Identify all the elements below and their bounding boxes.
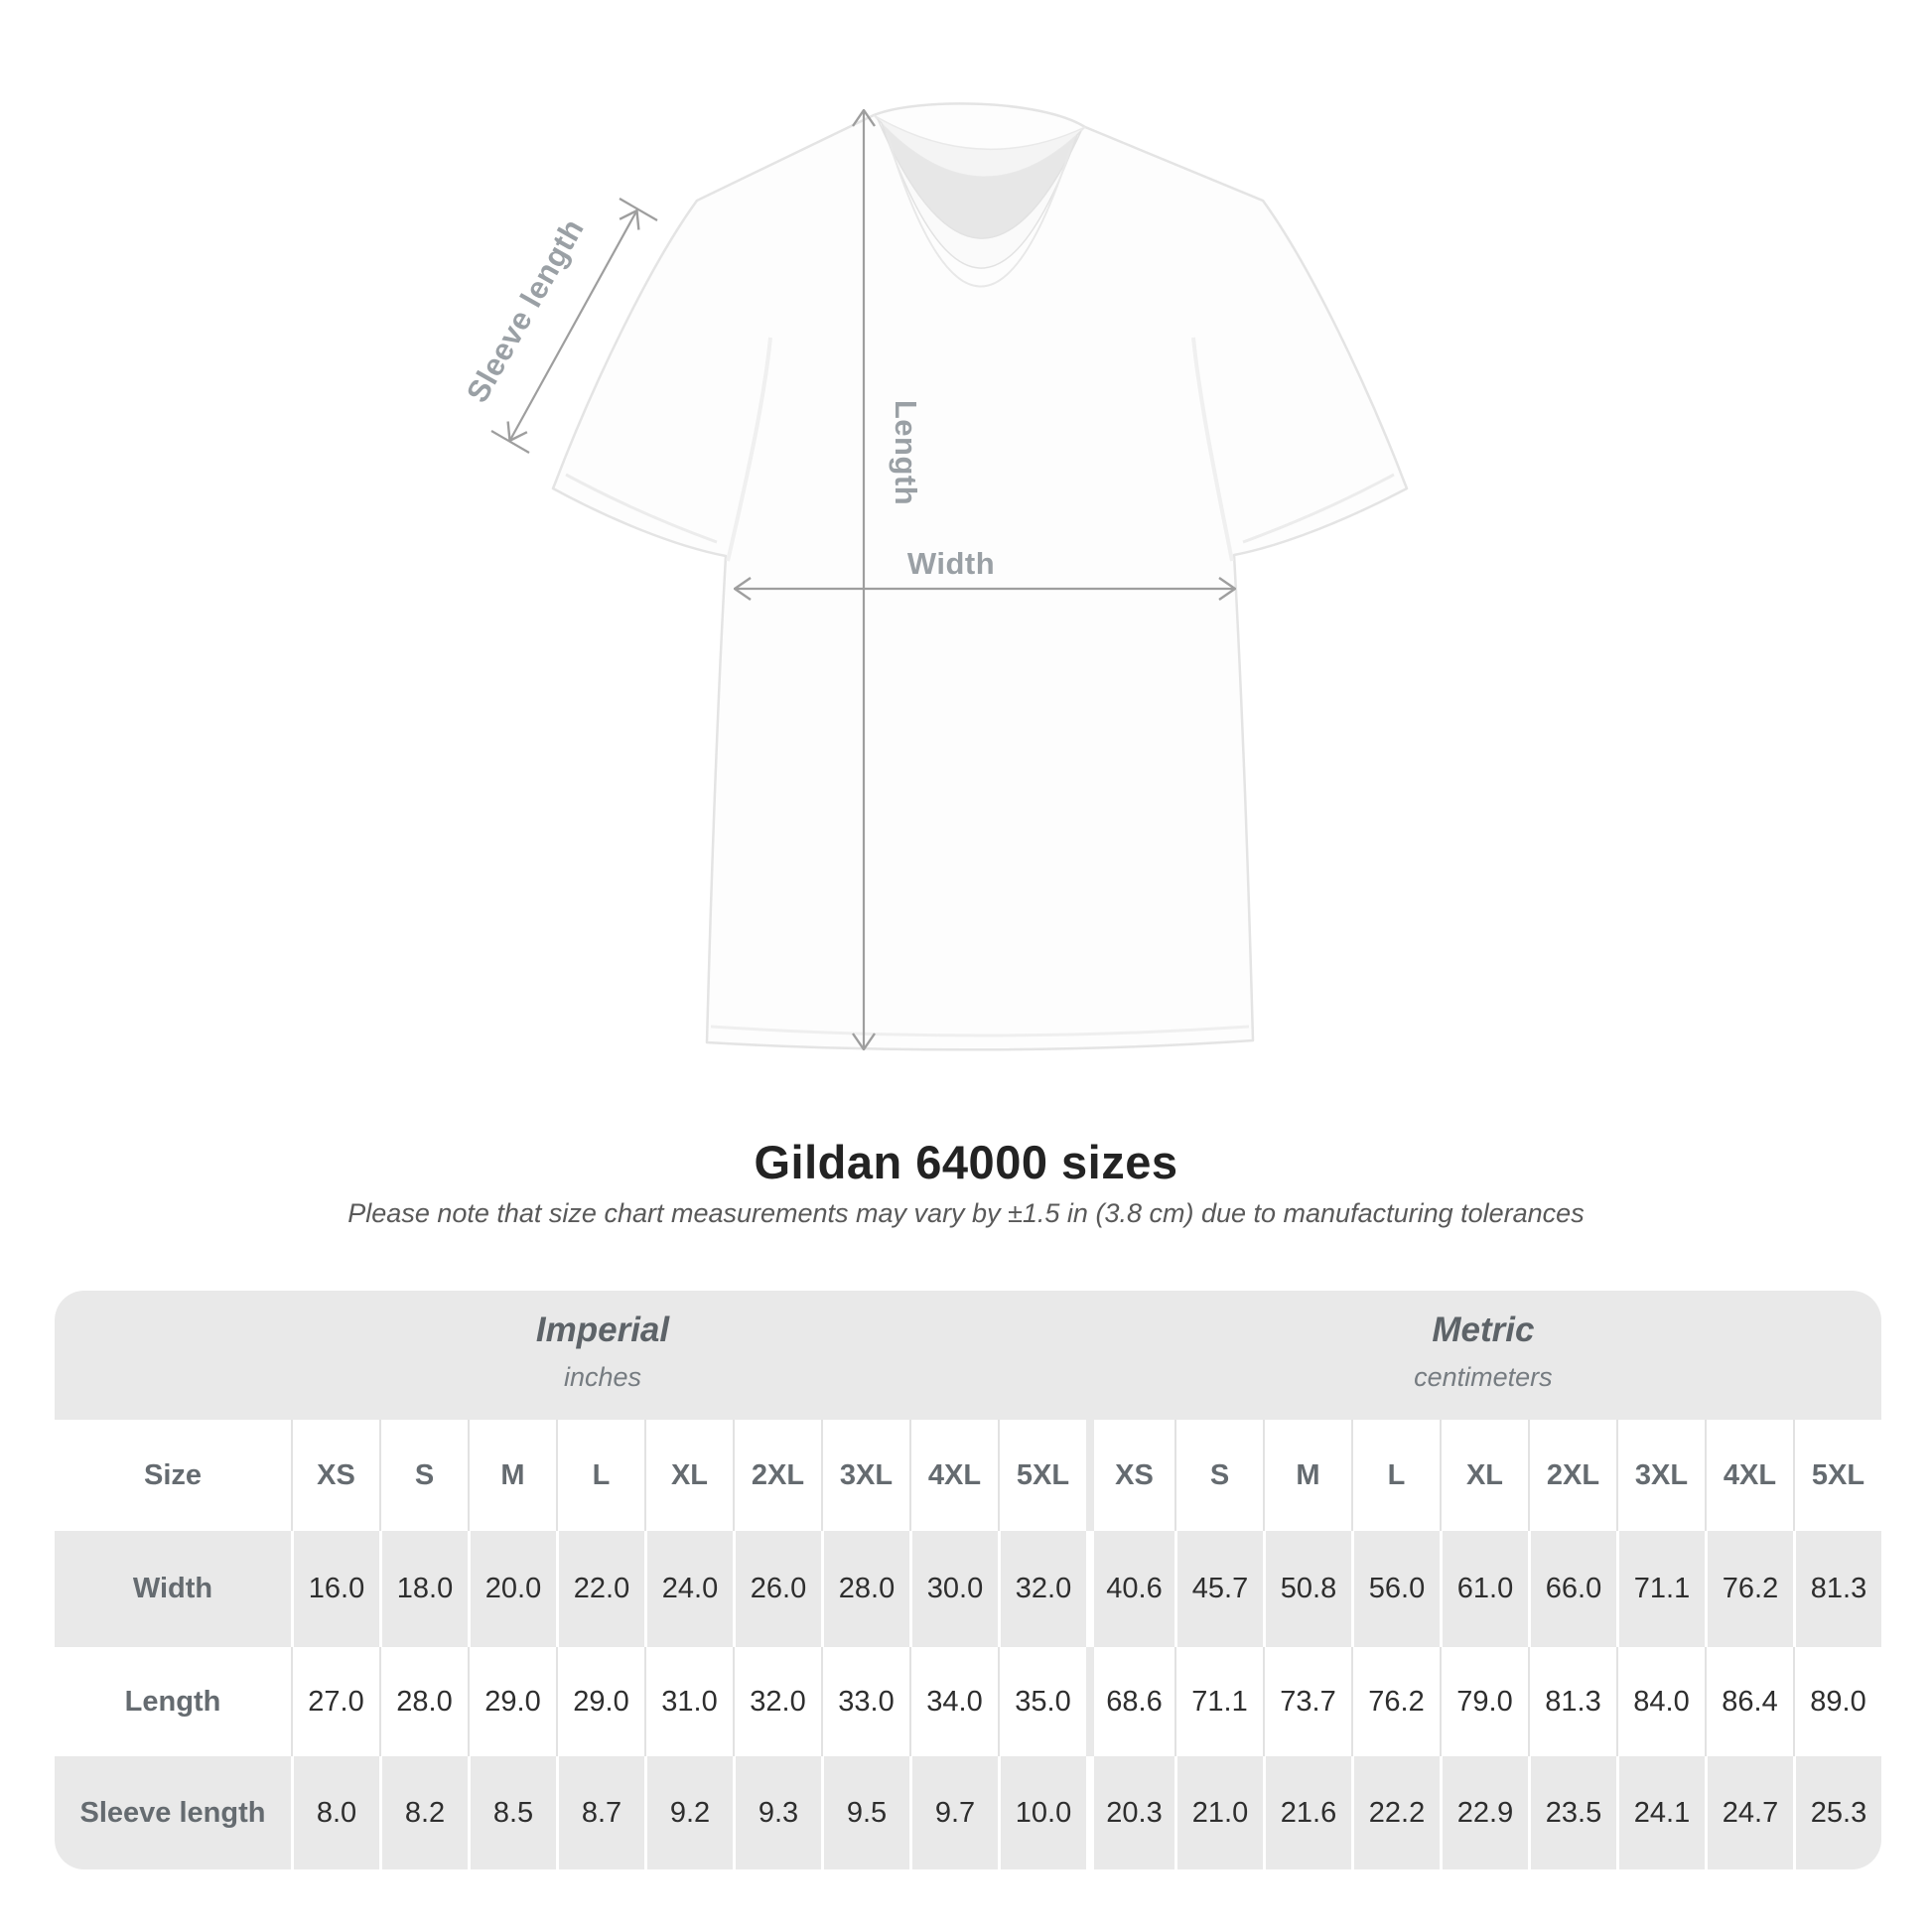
size-col-header-imperial-xl: XL [644, 1420, 733, 1531]
size-col-header-imperial-5xl: 5XL [998, 1420, 1086, 1531]
value-cell-imperial: 16.0 [291, 1531, 379, 1647]
size-col-header-imperial-s: S [379, 1420, 468, 1531]
value-cell-imperial: 9.3 [733, 1756, 821, 1869]
value-cell-imperial: 27.0 [291, 1647, 379, 1756]
value-cell-imperial: 22.0 [556, 1531, 644, 1647]
value-cell-metric: 79.0 [1440, 1647, 1528, 1756]
size-col-header-metric-xl: XL [1440, 1420, 1528, 1531]
value-cell-imperial: 26.0 [733, 1531, 821, 1647]
value-cell-metric: 71.1 [1174, 1647, 1263, 1756]
value-cell-imperial: 30.0 [909, 1531, 998, 1647]
sleeve-dimension-cap-bottom [491, 431, 529, 453]
value-cell-metric: 81.3 [1793, 1531, 1881, 1647]
size-col-header-metric-2xl: 2XL [1528, 1420, 1616, 1531]
imperial-label: Imperial [535, 1311, 670, 1350]
value-cell-imperial: 8.0 [291, 1756, 379, 1869]
value-cell-imperial: 10.0 [998, 1756, 1086, 1869]
value-cell-metric: 66.0 [1528, 1531, 1616, 1647]
size-col-header-metric-4xl: 4XL [1705, 1420, 1793, 1531]
value-cell-metric: 22.9 [1440, 1756, 1528, 1869]
size-column-label: Size [55, 1420, 291, 1531]
value-cell-imperial: 32.0 [998, 1531, 1086, 1647]
value-cell-metric: 56.0 [1351, 1531, 1440, 1647]
metric-unit-header [1414, 1311, 1553, 1393]
value-cell-imperial: 8.2 [379, 1756, 468, 1869]
value-cell-imperial: 28.0 [379, 1647, 468, 1756]
value-cell-metric: 71.1 [1616, 1531, 1705, 1647]
imperial-sublabel: inches [563, 1362, 642, 1393]
value-cell-metric: 50.8 [1263, 1531, 1351, 1647]
value-cell-metric: 61.0 [1440, 1531, 1528, 1647]
row-label: Length [55, 1647, 291, 1756]
width-dimension-label: Width [906, 546, 996, 581]
size-col-header-imperial-l: L [556, 1420, 644, 1531]
value-cell-metric: 81.3 [1528, 1647, 1616, 1756]
size-col-header-metric-l: L [1351, 1420, 1440, 1531]
value-cell-imperial: 9.7 [909, 1756, 998, 1869]
value-cell-metric: 84.0 [1616, 1647, 1705, 1756]
value-cell-metric: 45.7 [1174, 1531, 1263, 1647]
value-cell-metric: 21.0 [1174, 1756, 1263, 1869]
value-cell-imperial: 35.0 [998, 1647, 1086, 1756]
size-col-header-metric-s: S [1174, 1420, 1263, 1531]
size-table-body [55, 1420, 1881, 1869]
metric-sublabel: centimeters [1414, 1362, 1553, 1393]
value-cell-imperial: 18.0 [379, 1531, 468, 1647]
size-col-header-imperial-2xl: 2XL [733, 1420, 821, 1531]
size-col-header-metric-xs: XS [1086, 1420, 1174, 1531]
value-cell-imperial: 9.2 [644, 1756, 733, 1869]
value-cell-metric: 21.6 [1263, 1756, 1351, 1869]
value-cell-imperial: 8.7 [556, 1756, 644, 1869]
sleeve-length-dimension-label: Sleeve length [459, 212, 591, 409]
value-cell-imperial: 31.0 [644, 1647, 733, 1756]
value-cell-imperial: 9.5 [821, 1756, 909, 1869]
metric-label: Metric [1432, 1311, 1535, 1350]
value-cell-imperial: 29.0 [468, 1647, 556, 1756]
value-cell-metric: 76.2 [1351, 1647, 1440, 1756]
size-col-header-imperial-4xl: 4XL [909, 1420, 998, 1531]
value-cell-metric: 40.6 [1086, 1531, 1174, 1647]
value-cell-metric: 24.1 [1616, 1756, 1705, 1869]
size-table [55, 1291, 1881, 1869]
value-cell-imperial: 8.5 [468, 1756, 556, 1869]
measure-row-length [55, 1647, 1881, 1756]
size-col-header-metric-m: M [1263, 1420, 1351, 1531]
value-cell-imperial: 28.0 [821, 1531, 909, 1647]
value-cell-imperial: 24.0 [644, 1531, 733, 1647]
measure-row-width [55, 1531, 1881, 1647]
value-cell-metric: 86.4 [1705, 1647, 1793, 1756]
size-col-header-imperial-xs: XS [291, 1420, 379, 1531]
value-cell-metric: 20.3 [1086, 1756, 1174, 1869]
value-cell-metric: 73.7 [1263, 1647, 1351, 1756]
imperial-unit-header [536, 1311, 669, 1393]
size-col-header-imperial-m: M [468, 1420, 556, 1531]
row-label: Sleeve length [55, 1756, 291, 1869]
value-cell-metric: 89.0 [1793, 1647, 1881, 1756]
value-cell-metric: 68.6 [1086, 1647, 1174, 1756]
value-cell-imperial: 34.0 [909, 1647, 998, 1756]
size-col-header-imperial-3xl: 3XL [821, 1420, 909, 1531]
unit-header-band [55, 1291, 1881, 1420]
size-header-row [55, 1420, 1881, 1531]
value-cell-imperial: 29.0 [556, 1647, 644, 1756]
row-label: Width [55, 1531, 291, 1647]
measure-row-sleeve-length [55, 1756, 1881, 1869]
value-cell-metric: 76.2 [1705, 1531, 1793, 1647]
length-dimension-label: Length [889, 399, 923, 506]
value-cell-metric: 25.3 [1793, 1756, 1881, 1869]
size-col-header-metric-3xl: 3XL [1616, 1420, 1705, 1531]
sleeve-dimension-cap-top [620, 199, 657, 220]
value-cell-metric: 22.2 [1351, 1756, 1440, 1869]
value-cell-metric: 24.7 [1705, 1756, 1793, 1869]
page-title: Gildan 64000 sizes [754, 1136, 1178, 1188]
tolerance-note: Please note that size chart measurements may vary by ±1.5 in (3.8 cm) due to manufacturing tolerances [347, 1198, 1585, 1228]
value-cell-imperial: 33.0 [821, 1647, 909, 1756]
value-cell-imperial: 20.0 [468, 1531, 556, 1647]
value-cell-metric: 23.5 [1528, 1756, 1616, 1869]
size-col-header-metric-5xl: 5XL [1793, 1420, 1881, 1531]
value-cell-imperial: 32.0 [733, 1647, 821, 1756]
